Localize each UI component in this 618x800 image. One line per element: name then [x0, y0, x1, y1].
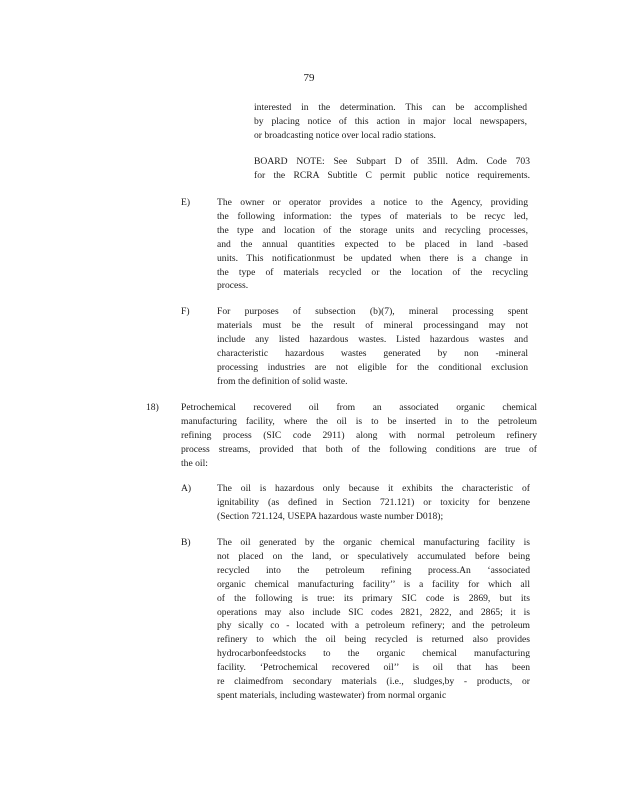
text-line: phy sically co - located with a petroleum refinery; and the petroleum: [217, 620, 530, 632]
text-line: the type of materials recycled or the location of the recycling: [217, 266, 528, 278]
text-line: for the RCRA Subtitle C permit public notice requirements.: [254, 169, 530, 181]
item-f-text: [217, 305, 528, 388]
text-line: not placed on the land, or speculatively accumulated before being: [217, 550, 530, 562]
continuation-paragraph: [254, 101, 527, 143]
text-line: the following information: the types of materials to be recyc led,: [217, 210, 528, 222]
item-e-label: E): [181, 197, 191, 208]
text-line: from the definition of solid waste.: [217, 375, 348, 387]
text-line: units. This notificationmust be updated when there is a change in: [217, 252, 528, 264]
text-line: or broadcasting notice over local radio stations.: [254, 129, 436, 141]
text-line: characteristic hazardous wastes generated by non -mineral: [217, 347, 528, 359]
text-line: spent materials, including wastewater) from normal organic: [217, 689, 447, 701]
text-line: include any listed hazardous wastes. Listed hazardous wastes and: [217, 333, 528, 345]
item-b-text: [217, 536, 530, 703]
text-line: the oil:: [181, 457, 208, 469]
page-number: 79: [303, 72, 315, 84]
text-line: refinery to which the oil being recycled is returned also provides: [217, 634, 530, 646]
item-18-label: 18): [146, 402, 159, 413]
text-line: refining process (SIC code 2911) along with normal petroleum refinery: [181, 429, 537, 441]
text-line: facility. ‘Petrochemical recovered oil’’ is oil that has been: [217, 662, 530, 674]
text-line: process streams, provided that both of the following conditions are true of: [181, 443, 537, 455]
text-line: processing industries are not eligible for the conditional exclusion: [217, 361, 528, 373]
text-line: recycled into the petroleum refining process.An ‘associated: [217, 564, 530, 576]
text-line: operations may also include SIC codes 2821, 2822, and 2865; it is: [217, 606, 530, 618]
text-line: materials must be the result of mineral processingand may not: [217, 319, 528, 331]
text-line: of the following is true: its primary SIC code is 2869, but its: [217, 592, 530, 604]
item-a-text: [217, 482, 530, 524]
text-line: and the annual quantities expected to be placed in land -based: [217, 238, 528, 250]
text-line: organic chemical manufacturing facility’’ is a facility for which all: [217, 578, 530, 590]
text-line: ignitability (as defined in Section 721.121) or toxicity for benzene: [217, 496, 530, 508]
text-line: (Section 721.124, USEPA hazardous waste number D018);: [217, 510, 444, 522]
item-f-label: F): [181, 306, 190, 317]
item-18-text: [181, 401, 537, 471]
text-line: by placing notice of this action in major local newspapers,: [254, 115, 527, 127]
item-e-text: [217, 196, 528, 293]
text-line: Petrochemical recovered oil from an associated organic chemical: [181, 402, 537, 413]
text-line: The oil is hazardous only because it exhibits the characteristic of: [217, 483, 530, 494]
item-b-label: B): [181, 537, 191, 548]
item-a-label: A): [181, 483, 192, 494]
text-line: manufacturing facility, where the oil is to be inserted in to the petroleum: [181, 415, 537, 427]
text-line: For purposes of subsection (b)(7), mineral processing spent: [217, 306, 528, 317]
text-line: The oil generated by the organic chemical manufacturing facility is: [217, 537, 530, 548]
text-line: the type and location of the storage units and recycling processes,: [217, 224, 528, 236]
text-line: hydrocarbonfeedstocks to the organic chemical manufacturing: [217, 648, 530, 660]
text-line: The owner or operator provides a notice to the Agency, providing: [217, 197, 528, 208]
text-line: re claimedfrom secondary materials (i.e., sludges,by - products, or: [217, 676, 530, 688]
text-line: process.: [217, 280, 249, 292]
text-line: interested in the determination. This can be accomplished: [254, 102, 527, 113]
board-note: [254, 155, 530, 183]
text-line: BOARD NOTE: See Subpart D of 35Ill. Adm. Code 703: [254, 156, 530, 167]
